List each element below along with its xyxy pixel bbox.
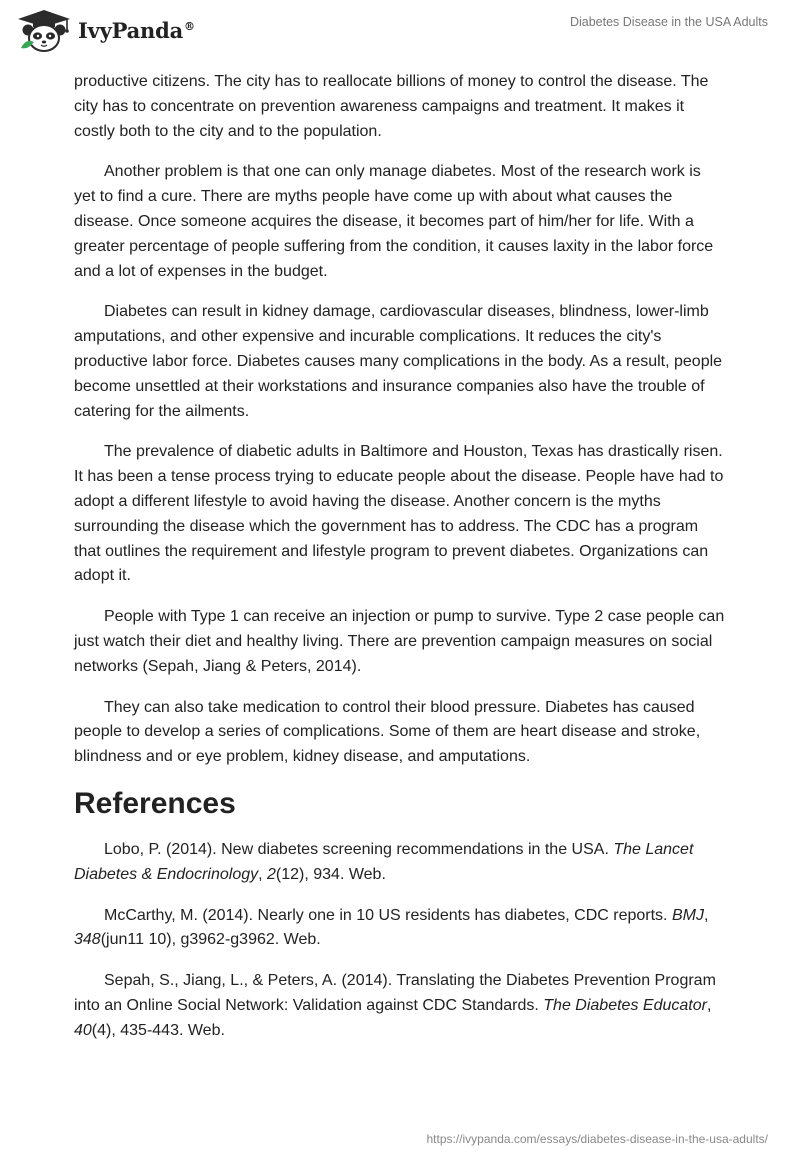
references-heading: References bbox=[74, 786, 236, 820]
body-paragraph: They can also take medication to control their blood pressure. Diabetes has caused people to develop a series of complications. Some of them are heart disease and stroke, blindness and or eye problem, kidney disease, and amputations. bbox=[74, 698, 701, 766]
reference-item: Sepah, S., Jiang, L., & Peters, A. (2014). Translating the Diabetes Prevention Program into an Online Social Network: Validation against CDC Standards. The Diabetes Educator, 40(4), 435-443. Web. bbox=[74, 972, 716, 1039]
reference-journal: The Lancet Diabetes & Endocrinology bbox=[74, 840, 694, 883]
document-title: Diabetes Disease in the USA Adults bbox=[569, 15, 768, 29]
body-paragraph: The prevalence of diabetic adults in Baltimore and Houston, Texas has drastically risen. It has been a tense process trying to educate people about the disease. People have had to adopt a different lifestyle to avoid having the disease. Another concern is the myths surrounding the disease which the government has to address. The CDC has a program that outlines the requirement and lifestyle program to prevent diabetes. Organizations can adopt it. bbox=[74, 443, 724, 585]
brand-name: IvyPanda® bbox=[78, 17, 195, 43]
body-paragraph: People with Type 1 can receive an injection or pump to survive. Type 2 case people can just watch their diet and healthy living. There are prevention campaign measures on social networks (Sepah, Jiang & Peters, 2014). bbox=[74, 608, 725, 675]
reference-journal: BMJ bbox=[671, 906, 704, 924]
source-url-link[interactable]: https://ivypanda.com/essays/diabetes-disease-in-the-usa-adults/ bbox=[426, 1132, 768, 1146]
body-paragraph: productive citizens. The city has to reallocate billions of money to control the disease. The city has to concentrate on prevention awareness campaigns and treatment. It makes it costly both to the city and to the population. bbox=[74, 73, 709, 140]
ivypanda-logo[interactable] bbox=[14, 8, 195, 52]
reference-volume: 2 bbox=[267, 865, 276, 883]
body-paragraph: Another problem is that one can only manage diabetes. Most of the research work is yet to find a cure. There are myths people have come up with about what causes the disease. Once someone acquires the disease, it becomes part of him/her for life. With a greater percentage of people suffering from the condition, it causes laxity in the labor force and a lot of expenses in the budget. bbox=[74, 163, 714, 280]
reference-item: Lobo, P. (2014). New diabetes screening recommendations in the USA. The Lancet Diabetes & Endocrinology, 2(12), 934. Web. bbox=[74, 840, 694, 883]
essay-content bbox=[74, 70, 726, 1060]
page-header bbox=[0, 0, 800, 70]
reference-volume: 40 bbox=[74, 1021, 92, 1039]
reference-item: McCarthy, M. (2014). Nearly one in 10 US residents has diabetes, CDC reports. BMJ, 348(jun11 10), g3962-g3962. Web. bbox=[74, 906, 709, 949]
body-paragraph: Diabetes can result in kidney damage, cardiovascular diseases, blindness, lower-limb amputations, and other expensive and incurable complications. It reduces the city's productive labor force. Diabetes causes many complications in the body. As a result, people become unsettled at their workstations and insurance companies also have the trouble of catering for the ailments. bbox=[74, 303, 723, 420]
panda-graduate-icon bbox=[14, 8, 74, 52]
reference-journal: The Diabetes Educator bbox=[543, 996, 707, 1014]
reference-volume: 348 bbox=[74, 931, 101, 949]
